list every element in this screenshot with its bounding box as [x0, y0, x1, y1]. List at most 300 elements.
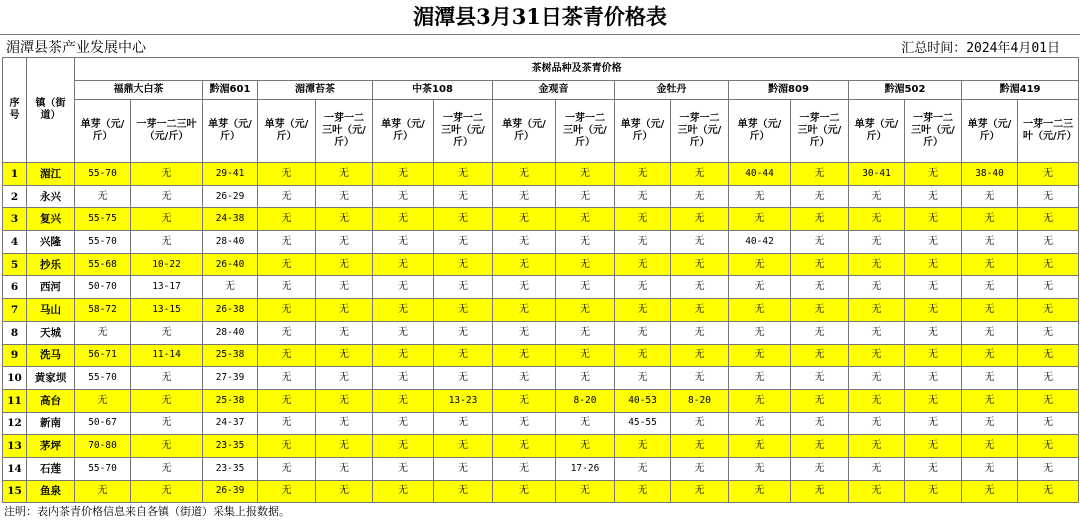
variety-header: 黔湄502: [849, 81, 962, 100]
price-cell: 无: [493, 253, 556, 276]
price-cell: 无: [316, 367, 373, 390]
price-cell: 无: [131, 208, 203, 231]
price-cell: 无: [791, 344, 849, 367]
price-cell: 无: [258, 435, 316, 458]
price-cell: 无: [791, 480, 849, 503]
price-cell: 无: [849, 276, 905, 299]
variety-header: 黔湄601: [203, 81, 258, 100]
price-cell: 无: [962, 389, 1018, 412]
variety-header: 中茶108: [373, 81, 493, 100]
table-row: [3, 253, 1079, 276]
price-cell: 无: [615, 231, 671, 254]
price-cell: 无: [258, 276, 316, 299]
price-cell: 无: [729, 253, 791, 276]
price-cell: 13-23: [434, 389, 493, 412]
price-cell: 无: [1018, 457, 1079, 480]
bud-price-header: 单芽（元/斤）: [849, 100, 905, 163]
price-cell: 无: [729, 435, 791, 458]
price-cell: 无: [556, 163, 615, 186]
price-cell: 无: [434, 276, 493, 299]
price-cell: 无: [373, 480, 434, 503]
price-cell: 无: [962, 253, 1018, 276]
price-cell: 无: [671, 253, 729, 276]
price-cell: 无: [203, 276, 258, 299]
price-cell: 无: [849, 412, 905, 435]
price-cell: 40-42: [729, 231, 791, 254]
bud-price-header: 单芽（元/斤）: [203, 100, 258, 163]
table-row: [3, 435, 1079, 458]
price-cell: 无: [671, 412, 729, 435]
price-cell: 无: [1018, 389, 1079, 412]
price-cell: 17-26: [556, 457, 615, 480]
price-cell: 无: [434, 412, 493, 435]
price-cell: 无: [905, 208, 962, 231]
price-cell: 无: [258, 299, 316, 322]
row-town: 复兴: [27, 208, 75, 231]
price-cell: 无: [1018, 435, 1079, 458]
price-cell: 无: [615, 185, 671, 208]
table-row: [3, 344, 1079, 367]
price-cell: 无: [556, 208, 615, 231]
price-cell: 无: [258, 480, 316, 503]
price-cell: 无: [131, 185, 203, 208]
price-cell: 23-35: [203, 435, 258, 458]
price-cell: 无: [493, 321, 556, 344]
price-cell: 无: [791, 412, 849, 435]
price-cell: 无: [434, 185, 493, 208]
price-cell: 无: [1018, 208, 1079, 231]
page-title: 湄潭县3月31日茶青价格表: [413, 4, 667, 29]
price-cell: 无: [556, 367, 615, 390]
price-cell: 无: [373, 253, 434, 276]
price-cell: 无: [905, 185, 962, 208]
price-cell: 无: [905, 412, 962, 435]
price-cell: 无: [671, 163, 729, 186]
price-cell: 55-70: [75, 457, 131, 480]
leaf-price-header: 一芽一二三叶（元/斤）: [1018, 100, 1079, 163]
price-cell: 无: [615, 367, 671, 390]
price-cell: 无: [373, 344, 434, 367]
price-cell: 56-71: [75, 344, 131, 367]
row-town: 石莲: [27, 457, 75, 480]
price-cell: 无: [434, 163, 493, 186]
price-cell: 27-39: [203, 367, 258, 390]
price-cell: 38-40: [962, 163, 1018, 186]
price-cell: 无: [1018, 367, 1079, 390]
price-cell: 无: [849, 231, 905, 254]
row-seq: 8: [3, 321, 27, 344]
price-cell: 无: [131, 389, 203, 412]
table-row: [3, 276, 1079, 299]
row-town: 西河: [27, 276, 75, 299]
row-seq: 1: [3, 163, 27, 186]
price-cell: 无: [258, 367, 316, 390]
price-cell: 无: [849, 367, 905, 390]
price-cell: 无: [258, 457, 316, 480]
price-cell: 无: [962, 185, 1018, 208]
row-town: 黄家坝: [27, 367, 75, 390]
price-cell: 无: [671, 276, 729, 299]
row-town: 兴隆: [27, 231, 75, 254]
price-cell: 无: [373, 163, 434, 186]
price-cell: 23-35: [203, 457, 258, 480]
price-cell: 无: [373, 185, 434, 208]
row-seq: 13: [3, 435, 27, 458]
price-cell: 58-72: [75, 299, 131, 322]
price-cell: 无: [258, 321, 316, 344]
price-cell: 70-80: [75, 435, 131, 458]
table-row: [3, 480, 1079, 503]
price-cell: 无: [905, 389, 962, 412]
price-cell: 无: [373, 299, 434, 322]
price-cell: 无: [1018, 321, 1079, 344]
price-cell: 无: [316, 163, 373, 186]
price-cell: 无: [316, 480, 373, 503]
price-cell: 无: [493, 412, 556, 435]
price-cell: 无: [905, 480, 962, 503]
leaf-price-header: 一芽一二三叶（元/斤）: [131, 100, 203, 163]
price-cell: 无: [791, 321, 849, 344]
price-cell: 无: [1018, 344, 1079, 367]
leaf-price-header: 一芽一二三叶（元/斤）: [791, 100, 849, 163]
price-cell: 无: [671, 231, 729, 254]
row-seq: 12: [3, 412, 27, 435]
price-cell: 无: [791, 208, 849, 231]
price-cell: 无: [373, 389, 434, 412]
variety-header: 黔湄419: [962, 81, 1079, 100]
price-cell: 26-38: [203, 299, 258, 322]
price-cell: 8-20: [671, 389, 729, 412]
row-seq: 14: [3, 457, 27, 480]
price-cell: 无: [434, 208, 493, 231]
price-cell: 50-70: [75, 276, 131, 299]
price-cell: 无: [729, 457, 791, 480]
price-cell: 45-55: [615, 412, 671, 435]
bud-price-header: 单芽（元/斤）: [962, 100, 1018, 163]
price-cell: 无: [671, 457, 729, 480]
leaf-price-header: 一芽一二三叶（元/斤）: [434, 100, 493, 163]
price-cell: 无: [849, 253, 905, 276]
price-cell: 24-37: [203, 412, 258, 435]
price-cell: 无: [258, 389, 316, 412]
price-cell: 无: [905, 163, 962, 186]
price-cell: 26-40: [203, 253, 258, 276]
price-cell: 无: [373, 231, 434, 254]
price-cell: 无: [131, 231, 203, 254]
price-cell: 无: [962, 367, 1018, 390]
price-cell: 25-38: [203, 344, 258, 367]
row-seq: 4: [3, 231, 27, 254]
price-cell: 无: [493, 344, 556, 367]
price-cell: 无: [1018, 276, 1079, 299]
price-cell: 无: [75, 185, 131, 208]
price-cell: 无: [849, 299, 905, 322]
price-cell: 13-17: [131, 276, 203, 299]
price-cell: 无: [962, 457, 1018, 480]
price-cell: 无: [316, 185, 373, 208]
row-seq: 9: [3, 344, 27, 367]
price-cell: 无: [556, 253, 615, 276]
price-cell: 无: [849, 389, 905, 412]
price-cell: 无: [258, 231, 316, 254]
price-cell: 无: [556, 299, 615, 322]
price-cell: 无: [316, 299, 373, 322]
price-cell: 无: [75, 321, 131, 344]
price-cell: 无: [493, 231, 556, 254]
row-town: 洗马: [27, 344, 75, 367]
price-cell: 无: [671, 344, 729, 367]
price-cell: 无: [258, 185, 316, 208]
variety-header: 黔湄809: [729, 81, 849, 100]
price-cell: 无: [729, 412, 791, 435]
price-cell: 无: [962, 299, 1018, 322]
leaf-price-header: 一芽一二三叶（元/斤）: [905, 100, 962, 163]
price-cell: 无: [258, 208, 316, 231]
row-town: 湄江: [27, 163, 75, 186]
price-cell: 10-22: [131, 253, 203, 276]
price-cell: 无: [729, 480, 791, 503]
row-town: 天城: [27, 321, 75, 344]
price-cell: 无: [493, 163, 556, 186]
price-cell: 26-39: [203, 480, 258, 503]
price-cell: 无: [905, 299, 962, 322]
price-cell: 无: [905, 231, 962, 254]
price-cell: 无: [729, 208, 791, 231]
seq-header: 序号: [3, 58, 27, 163]
price-cell: 28-40: [203, 321, 258, 344]
price-cell: 无: [1018, 299, 1079, 322]
price-cell: 无: [316, 253, 373, 276]
price-cell: 50-67: [75, 412, 131, 435]
price-cell: 无: [434, 231, 493, 254]
price-cell: 无: [1018, 231, 1079, 254]
price-cell: 无: [671, 299, 729, 322]
bud-price-header: 单芽（元/斤）: [615, 100, 671, 163]
variety-header: 金牡丹: [615, 81, 729, 100]
price-cell: 无: [905, 321, 962, 344]
price-cell: 29-41: [203, 163, 258, 186]
price-cell: 无: [962, 435, 1018, 458]
price-cell: 无: [791, 253, 849, 276]
table-row: [3, 321, 1079, 344]
price-cell: 8-20: [556, 389, 615, 412]
price-cell: 无: [791, 299, 849, 322]
price-cell: 无: [493, 299, 556, 322]
price-cell: 无: [434, 435, 493, 458]
row-seq: 11: [3, 389, 27, 412]
price-cell: 无: [493, 457, 556, 480]
price-cell: 无: [434, 344, 493, 367]
price-cell: 无: [615, 208, 671, 231]
variety-header: 福鼎大白茶: [75, 81, 203, 100]
price-cell: 无: [849, 185, 905, 208]
price-cell: 无: [849, 321, 905, 344]
price-cell: 55-70: [75, 367, 131, 390]
price-cell: 无: [1018, 480, 1079, 503]
price-cell: 无: [373, 321, 434, 344]
summary-time: 汇总时间：2024年4月01日: [901, 41, 1060, 56]
price-cell: 无: [434, 367, 493, 390]
row-seq: 6: [3, 276, 27, 299]
price-cell: 无: [671, 321, 729, 344]
price-cell: 无: [493, 389, 556, 412]
row-town: 抄乐: [27, 253, 75, 276]
row-town: 新南: [27, 412, 75, 435]
price-cell: 40-53: [615, 389, 671, 412]
price-cell: 无: [434, 321, 493, 344]
price-cell: 无: [962, 231, 1018, 254]
price-cell: 无: [316, 457, 373, 480]
price-cell: 无: [131, 321, 203, 344]
price-cell: 无: [849, 208, 905, 231]
price-cell: 无: [905, 435, 962, 458]
price-cell: 无: [493, 185, 556, 208]
price-cell: 无: [316, 208, 373, 231]
price-cell: 无: [905, 457, 962, 480]
price-cell: 无: [615, 344, 671, 367]
leaf-price-header: 一芽一二三叶（元/斤）: [316, 100, 373, 163]
price-cell: 无: [316, 276, 373, 299]
price-cell: 25-38: [203, 389, 258, 412]
organization-name: 湄潭县茶产业发展中心: [6, 40, 146, 56]
row-seq: 5: [3, 253, 27, 276]
price-cell: 无: [962, 412, 1018, 435]
row-seq: 10: [3, 367, 27, 390]
price-cell: 无: [849, 457, 905, 480]
price-cell: 28-40: [203, 231, 258, 254]
price-cell: 无: [258, 253, 316, 276]
table-row: [3, 412, 1079, 435]
table-row: [3, 163, 1079, 186]
price-cell: 无: [1018, 163, 1079, 186]
price-cell: 无: [615, 480, 671, 503]
subheader: [0, 34, 1080, 57]
price-cell: 55-70: [75, 231, 131, 254]
footnote: 注明：表内茶青价格信息来自各镇（街道）采集上报数据。: [4, 505, 290, 518]
leaf-price-header: 一芽一二三叶（元/斤）: [556, 100, 615, 163]
row-seq: 7: [3, 299, 27, 322]
price-cell: 无: [75, 389, 131, 412]
price-cell: 无: [373, 276, 434, 299]
price-cell: 无: [729, 299, 791, 322]
price-cell: 无: [905, 276, 962, 299]
price-cell: 无: [615, 253, 671, 276]
price-cell: 无: [905, 344, 962, 367]
town-header: 镇（街道）: [27, 58, 75, 163]
price-cell: 无: [1018, 185, 1079, 208]
price-cell: 无: [729, 276, 791, 299]
price-cell: 无: [791, 367, 849, 390]
price-cell: 无: [131, 367, 203, 390]
price-cell: 无: [671, 480, 729, 503]
price-cell: 无: [729, 367, 791, 390]
price-cell: 11-14: [131, 344, 203, 367]
price-cell: 无: [373, 435, 434, 458]
price-cell: 无: [556, 231, 615, 254]
price-cell: 26-29: [203, 185, 258, 208]
price-cell: 无: [493, 435, 556, 458]
price-cell: 无: [75, 480, 131, 503]
price-cell: 无: [131, 435, 203, 458]
price-cell: 无: [131, 163, 203, 186]
price-cell: 无: [615, 457, 671, 480]
price-cell: 无: [1018, 412, 1079, 435]
price-cell: 无: [905, 253, 962, 276]
price-cell: 无: [373, 367, 434, 390]
price-cell: 无: [671, 367, 729, 390]
price-cell: 无: [556, 344, 615, 367]
row-seq: 15: [3, 480, 27, 503]
price-cell: 无: [791, 435, 849, 458]
price-cell: 无: [729, 389, 791, 412]
price-cell: 30-41: [849, 163, 905, 186]
price-cell: 无: [791, 231, 849, 254]
price-cell: 无: [615, 163, 671, 186]
price-cell: 40-44: [729, 163, 791, 186]
price-table: [2, 57, 1079, 503]
row-town: 鱼泉: [27, 480, 75, 503]
table-row: [3, 185, 1079, 208]
price-cell: 无: [962, 480, 1018, 503]
price-cell: 无: [962, 276, 1018, 299]
row-town: 茅坪: [27, 435, 75, 458]
price-cell: 无: [258, 412, 316, 435]
price-cell: 无: [791, 185, 849, 208]
table-row: [3, 299, 1079, 322]
price-cell: 55-70: [75, 163, 131, 186]
price-cell: 55-75: [75, 208, 131, 231]
price-cell: 无: [316, 231, 373, 254]
price-cell: 无: [434, 480, 493, 503]
price-cell: 无: [671, 185, 729, 208]
price-cell: 无: [556, 321, 615, 344]
price-cell: 无: [373, 457, 434, 480]
price-cell: 无: [849, 435, 905, 458]
price-cell: 无: [791, 389, 849, 412]
price-cell: 无: [131, 457, 203, 480]
price-cell: 无: [615, 321, 671, 344]
price-cell: 无: [556, 480, 615, 503]
price-cell: 无: [556, 412, 615, 435]
price-cell: 无: [434, 457, 493, 480]
price-cell: 无: [615, 299, 671, 322]
price-cell: 无: [556, 435, 615, 458]
price-cell: 无: [615, 276, 671, 299]
price-cell: 无: [258, 163, 316, 186]
price-cell: 无: [131, 480, 203, 503]
table-row: [3, 367, 1079, 390]
price-cell: 无: [493, 480, 556, 503]
price-cell: 无: [316, 344, 373, 367]
variety-group-header: 茶树品种及茶青价格: [75, 58, 1079, 81]
table-row: [3, 457, 1079, 480]
price-cell: 无: [671, 208, 729, 231]
row-town: 高台: [27, 389, 75, 412]
price-cell: 无: [373, 412, 434, 435]
price-cell: 无: [493, 208, 556, 231]
price-cell: 无: [556, 276, 615, 299]
price-cell: 无: [729, 344, 791, 367]
bud-price-header: 单芽（元/斤）: [258, 100, 316, 163]
price-cell: 无: [849, 480, 905, 503]
row-seq: 2: [3, 185, 27, 208]
bud-price-header: 单芽（元/斤）: [75, 100, 131, 163]
price-cell: 无: [962, 208, 1018, 231]
price-cell: 无: [791, 163, 849, 186]
variety-header: 金观音: [493, 81, 615, 100]
table-row: [3, 389, 1079, 412]
price-cell: 无: [316, 389, 373, 412]
